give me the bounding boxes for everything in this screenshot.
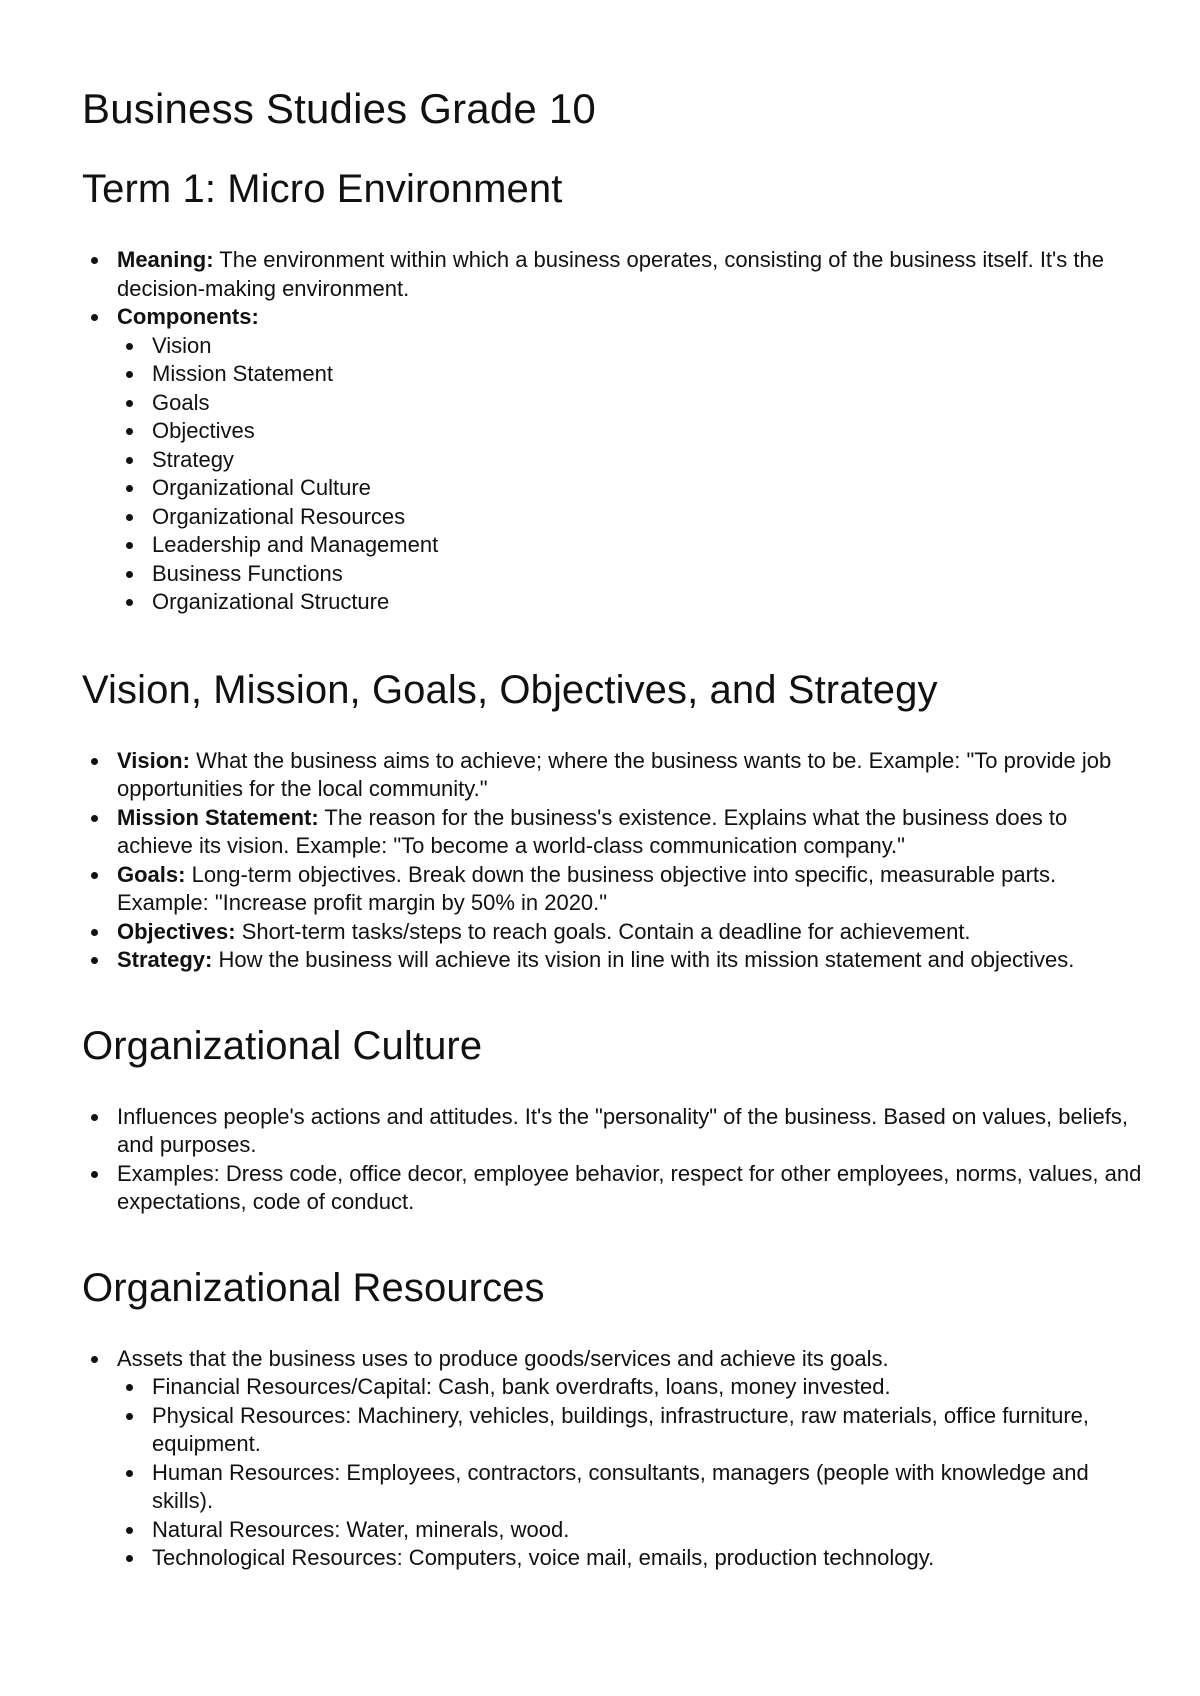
sublist-item: Mission Statement [117, 360, 1142, 389]
resources-sublist [117, 1373, 1142, 1573]
list-item [82, 303, 1142, 617]
micro-environment-list [82, 246, 1142, 617]
list-item [82, 1345, 1142, 1573]
item-text: The reason for the business's existence. Explains what the business does to achieve its vision. Example: "To become a world-class communication company." [117, 804, 1068, 858]
sublist-item: Human Resources: Employees, contractors, consultants, managers (people with knowledge and skills). [117, 1459, 1142, 1516]
sublist-item: Financial Resources/Capital: Cash, bank overdrafts, loans, money invested. [117, 1373, 1142, 1402]
organizational-resources-list [82, 1345, 1142, 1573]
sublist-item: Strategy [117, 446, 1142, 475]
item-text: How the business will achieve its vision in line with its mission statement and objectives. [212, 947, 1075, 972]
components-sublist [117, 332, 1142, 617]
organizational-culture-list [82, 1103, 1142, 1217]
sublist-item: Business Functions [117, 560, 1142, 589]
section-heading-vision-mission: Vision, Mission, Goals, Objectives, and Strategy [82, 667, 938, 712]
list-item: Influences people's actions and attitudes. It's the "personality" of the business. Based on values, beliefs, and purposes. [82, 1103, 1142, 1160]
list-item [82, 747, 1142, 804]
item-text: What the business aims to achieve; where the business wants to be. Example: "To provide job opportunities for the local community." [117, 747, 1112, 801]
item-label: Components: [117, 304, 259, 329]
item-text: Short-term tasks/steps to reach goals. Contain a deadline for achievement. [235, 918, 971, 944]
list-item [82, 861, 1142, 918]
sublist-item: Goals [117, 389, 1142, 418]
item-label: Mission Statement: [117, 804, 319, 830]
item-label: Goals: [117, 861, 186, 887]
item-text: The environment within which a business operates, consisting of the business itself. It's the decision-making environment. [117, 247, 1104, 301]
list-item [82, 804, 1142, 861]
section-heading-organizational-culture: Organizational Culture [82, 1023, 483, 1068]
section-heading-organizational-resources: Organizational Resources [82, 1265, 545, 1310]
sublist-item: Leadership and Management [117, 531, 1142, 560]
sublist-item: Vision [117, 332, 1142, 361]
sublist-item: Organizational Structure [117, 588, 1142, 617]
item-label: Strategy: [117, 947, 213, 972]
sublist-item: Organizational Culture [117, 474, 1142, 503]
item-text: Assets that the business uses to produce goods/services and achieve its goals. [117, 1345, 889, 1371]
document-title: Business Studies Grade 10 [82, 85, 596, 132]
sublist-item: Physical Resources: Machinery, vehicles, buildings, infrastructure, raw materials, office furniture, equipment. [117, 1402, 1142, 1459]
list-item [82, 246, 1142, 303]
item-label: Objectives: [117, 918, 236, 944]
item-label: Vision: [117, 747, 190, 773]
list-item [82, 946, 1142, 975]
item-label: Meaning: [117, 247, 214, 272]
section-heading-micro-environment: Term 1: Micro Environment [82, 167, 563, 211]
vision-mission-list [82, 747, 1142, 975]
sublist-item: Objectives [117, 417, 1142, 446]
list-item [82, 918, 1142, 947]
sublist-item: Natural Resources: Water, minerals, wood. [117, 1516, 1142, 1545]
document-page [82, 84, 1142, 1573]
item-text: Long-term objectives. Break down the business objective into specific, measurable parts. Example: "Increase profit margin by 50% in 2020." [117, 861, 1057, 915]
list-item: Examples: Dress code, office decor, employee behavior, respect for other employees, norms, values, and expectations, code of conduct. [82, 1160, 1142, 1217]
sublist-item: Organizational Resources [117, 503, 1142, 532]
sublist-item: Technological Resources: Computers, voice mail, emails, production technology. [117, 1544, 1142, 1573]
